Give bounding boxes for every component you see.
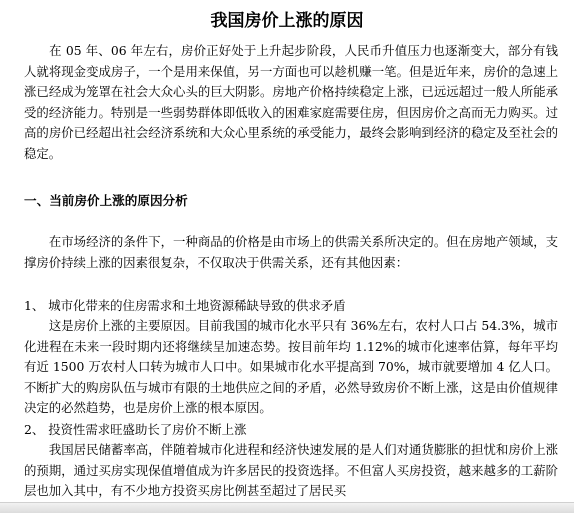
bottom-edge xyxy=(0,502,574,513)
subsection-paragraph-2: 我国居民储蓄率高，伴随着城市化进程和经济快速发展的是人们对通货膨胀的担忧和房价上涨的预期，通过买房实现保值增值成为许多居民的投资选择。不但富人买房投资，越来越多的工薪阶层也加入其中，有不少地方投资买房比例甚至超过了居民买 xyxy=(24,442,558,499)
intro-paragraph: 在 05 年、06 年左右，房价正好处于上升起步阶段，人民币升值压力也逐渐变大，部分有钱人就将现金变成房子，一个是用来保值，另一方面也可以趁机赚一笔。但是近年来，房价的急速上涨已经成为笼罩在社会大众心头的巨大阴影。房地产价格持续稳定上涨，已远远超过一般人所能承受的经济能力。特别是一些弱势群体即低收入的困难家庭需要住房，但因房价之高而无力购买。过高的房价已经超出社会经济系统和大众心里系统的承受能力，最终会影响到经济的稳定及至社会的稳定。 xyxy=(24,43,558,161)
section-paragraph: 在市场经济的条件下，一种商品的价格是由市场上的供需关系所决定的。但在房地产领域，支撑房价持续上涨的因素很复杂，不仅取决于供需关系，还有其他因素： xyxy=(24,234,558,270)
subsection-heading-2: 2、 投资性需求旺盛助长了房价不断上涨 xyxy=(24,422,247,437)
subsection-heading-1: 1、 城市化带来的住房需求和土地资源稀缺导致的供求矛盾 xyxy=(24,298,346,313)
subsection-paragraph-1: 这是房价上涨的主要原因。目前我国的城市化水平只有 36%左右，农村人口占 54.3%，城市化进程在未来一段时期内还将继续呈加速态势。按目前年均 1.12%的城市化速率估算，每年平均有近 1500 万农村人口转为城市人口中。如果城市化水平提高到 70%，城市就要增加 4 亿人口。不断扩大的购房队伍与城市有限的土地供应之间的矛盾，必然导致房价不断上涨，这是由价值规律决定的必然趋势，也是房价上涨的根本原因。 xyxy=(24,318,558,416)
document-title: 我国房价上涨的原因 xyxy=(210,11,364,31)
section-heading: 一、当前房价上涨的原因分析 xyxy=(24,193,188,208)
